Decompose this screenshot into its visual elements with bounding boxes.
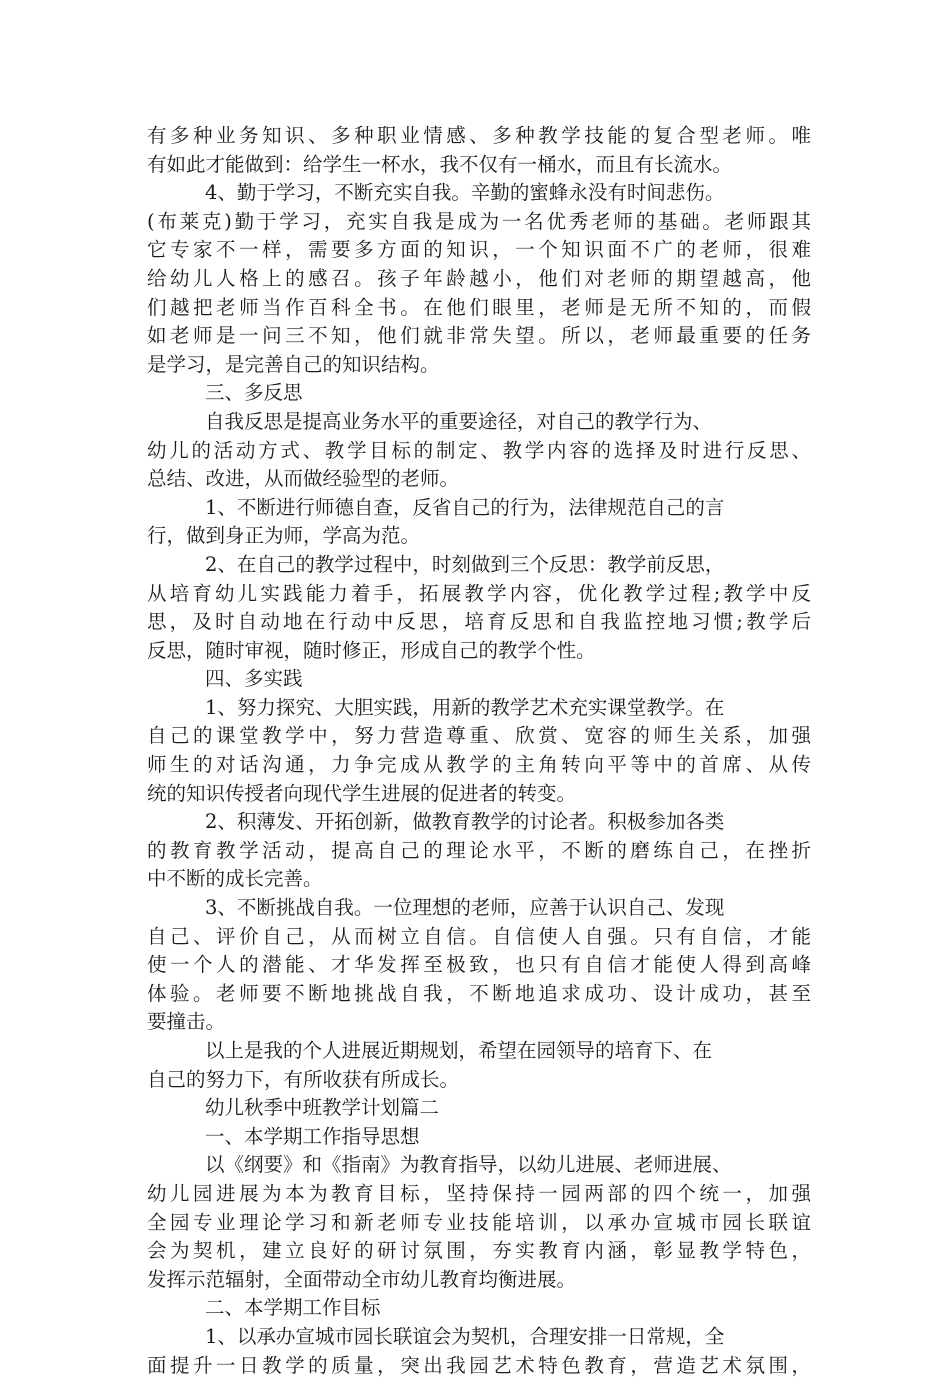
text-line: 统的知识传授者向现代学生进展的促进者的转变。 xyxy=(147,781,577,805)
text-line: 自己的努力下，有所收获有所成长。 xyxy=(147,1067,460,1091)
text-line: 给幼儿人格上的感召。孩子年龄越小，他们对老师的期望越高，他 xyxy=(147,266,811,290)
text-line: 如老师是一问三不知，他们就非常失望。所以，老师最重要的任务 xyxy=(147,324,811,348)
text-line: 中不断的成长完善。 xyxy=(147,867,323,891)
text-line: 们越把老师当作百科全书。在他们眼里，老师是无所不知的，而假 xyxy=(147,295,811,319)
text-line: 幼儿的活动方式、教学目标的制定、教学内容的选择及时进行反思、 xyxy=(147,438,811,462)
text-line: 1、努力探究、大胆实践，用新的教学艺术充实课堂教学。在 xyxy=(205,695,725,719)
document-body xyxy=(147,122,811,1380)
text-line: 幼儿园进展为本为教育目标，坚持保持一园两部的四个统一，加强 xyxy=(147,1181,811,1205)
text-line: 是学习，是完善自己的知识结构。 xyxy=(147,352,440,376)
text-line: 自己、评价自己，从而树立自信。自信使人自强。只有自信，才能 xyxy=(147,924,811,948)
text-line: 的教育教学活动，提高自己的理论水平，不断的磨练自己，在挫折 xyxy=(147,838,811,862)
text-line: 以上是我的个人进展近期规划，希望在园领导的培育下、在 xyxy=(205,1039,713,1062)
text-line: 幼儿秋季中班教学计划篇二 xyxy=(205,1096,440,1120)
text-line: (布莱克)勤于学习，充实自我是成为一名优秀老师的基础。老师跟其 xyxy=(147,209,811,233)
text-line: 使一个人的潜能、才华发挥至极致，也只有自信才能使人得到高峰 xyxy=(147,953,811,977)
text-line: 有多种业务知识、多种职业情感、多种教学技能的复合型老师。唯 xyxy=(147,124,811,147)
text-line: 自我反思是提高业务水平的重要途径，对自己的教学行为、 xyxy=(205,409,713,433)
text-line: 2、积薄发、开拓创新，做教育教学的讨论者。积极参加各类 xyxy=(205,810,725,834)
text-line: 它专家不一样，需要多方面的知识，一个知识面不广的老师，很难 xyxy=(147,238,811,262)
text-line: 1、不断进行师德自查，反省自己的行为，法律规范自己的言 xyxy=(205,495,725,519)
text-line: 总结、改进，从而做经验型的老师。 xyxy=(147,467,460,491)
text-line: 自己的课堂教学中，努力营造尊重、欣赏、宽容的师生关系，加强 xyxy=(147,724,811,748)
text-line: 从培育幼儿实践能力着手，拓展教学内容，优化教学过程;教学中反 xyxy=(147,581,811,605)
text-line: 四、多实践 xyxy=(205,667,303,691)
text-line: 三、多反思 xyxy=(205,381,303,405)
text-line: 面提升一日教学的质量，突出我园艺术特色教育，营造艺术氛围， xyxy=(147,1353,811,1377)
text-line: 会为契机，建立良好的研讨氛围，夯实教育内涵，彰显教学特色， xyxy=(147,1239,811,1263)
text-line: 1、以承办宣城市园长联谊会为契机，合理安排一日常规，全 xyxy=(205,1324,725,1348)
text-line: 全园专业理论学习和新老师专业技能培训，以承办宣城市园长联谊 xyxy=(147,1210,811,1234)
text-line: 反思，随时审视，随时修正，形成自己的教学个性。 xyxy=(147,638,596,662)
text-line: 以《纲要》和《指南》为教育指导，以幼儿进展、老师进展、 xyxy=(205,1153,732,1177)
text-line: 有如此才能做到：给学生一杯水，我不仅有一桶水，而且有长流水。 xyxy=(147,152,733,176)
text-line: 二、本学期工作目标 xyxy=(205,1296,381,1320)
text-line: 行，做到身正为师，学高为范。 xyxy=(147,524,421,548)
text-line: 思，及时自动地在行动中反思，培育反思和自我监控地习惯;教学后 xyxy=(147,610,811,634)
text-line: 4、勤于学习，不断充实自我。辛勤的蜜蜂永没有时间悲伤。 xyxy=(205,181,725,205)
text-line: 师生的对话沟通，力争完成从教学的主角转向平等中的首席、从传 xyxy=(147,753,811,777)
text-line: 体验。老师要不断地挑战自我，不断地追求成功、设计成功，甚至 xyxy=(147,981,811,1005)
text-line: 3、不断挑战自我。一位理想的老师，应善于认识自己、发现 xyxy=(205,896,725,920)
text-line: 2、在自己的教学过程中，时刻做到三个反思：教学前反思， xyxy=(205,552,725,576)
text-line: 一、本学期工作指导思想 xyxy=(205,1124,420,1148)
text-line: 要撞击。 xyxy=(147,1010,226,1034)
text-line: 发挥示范辐射，全面带动全市幼儿教育均衡进展。 xyxy=(147,1267,577,1291)
